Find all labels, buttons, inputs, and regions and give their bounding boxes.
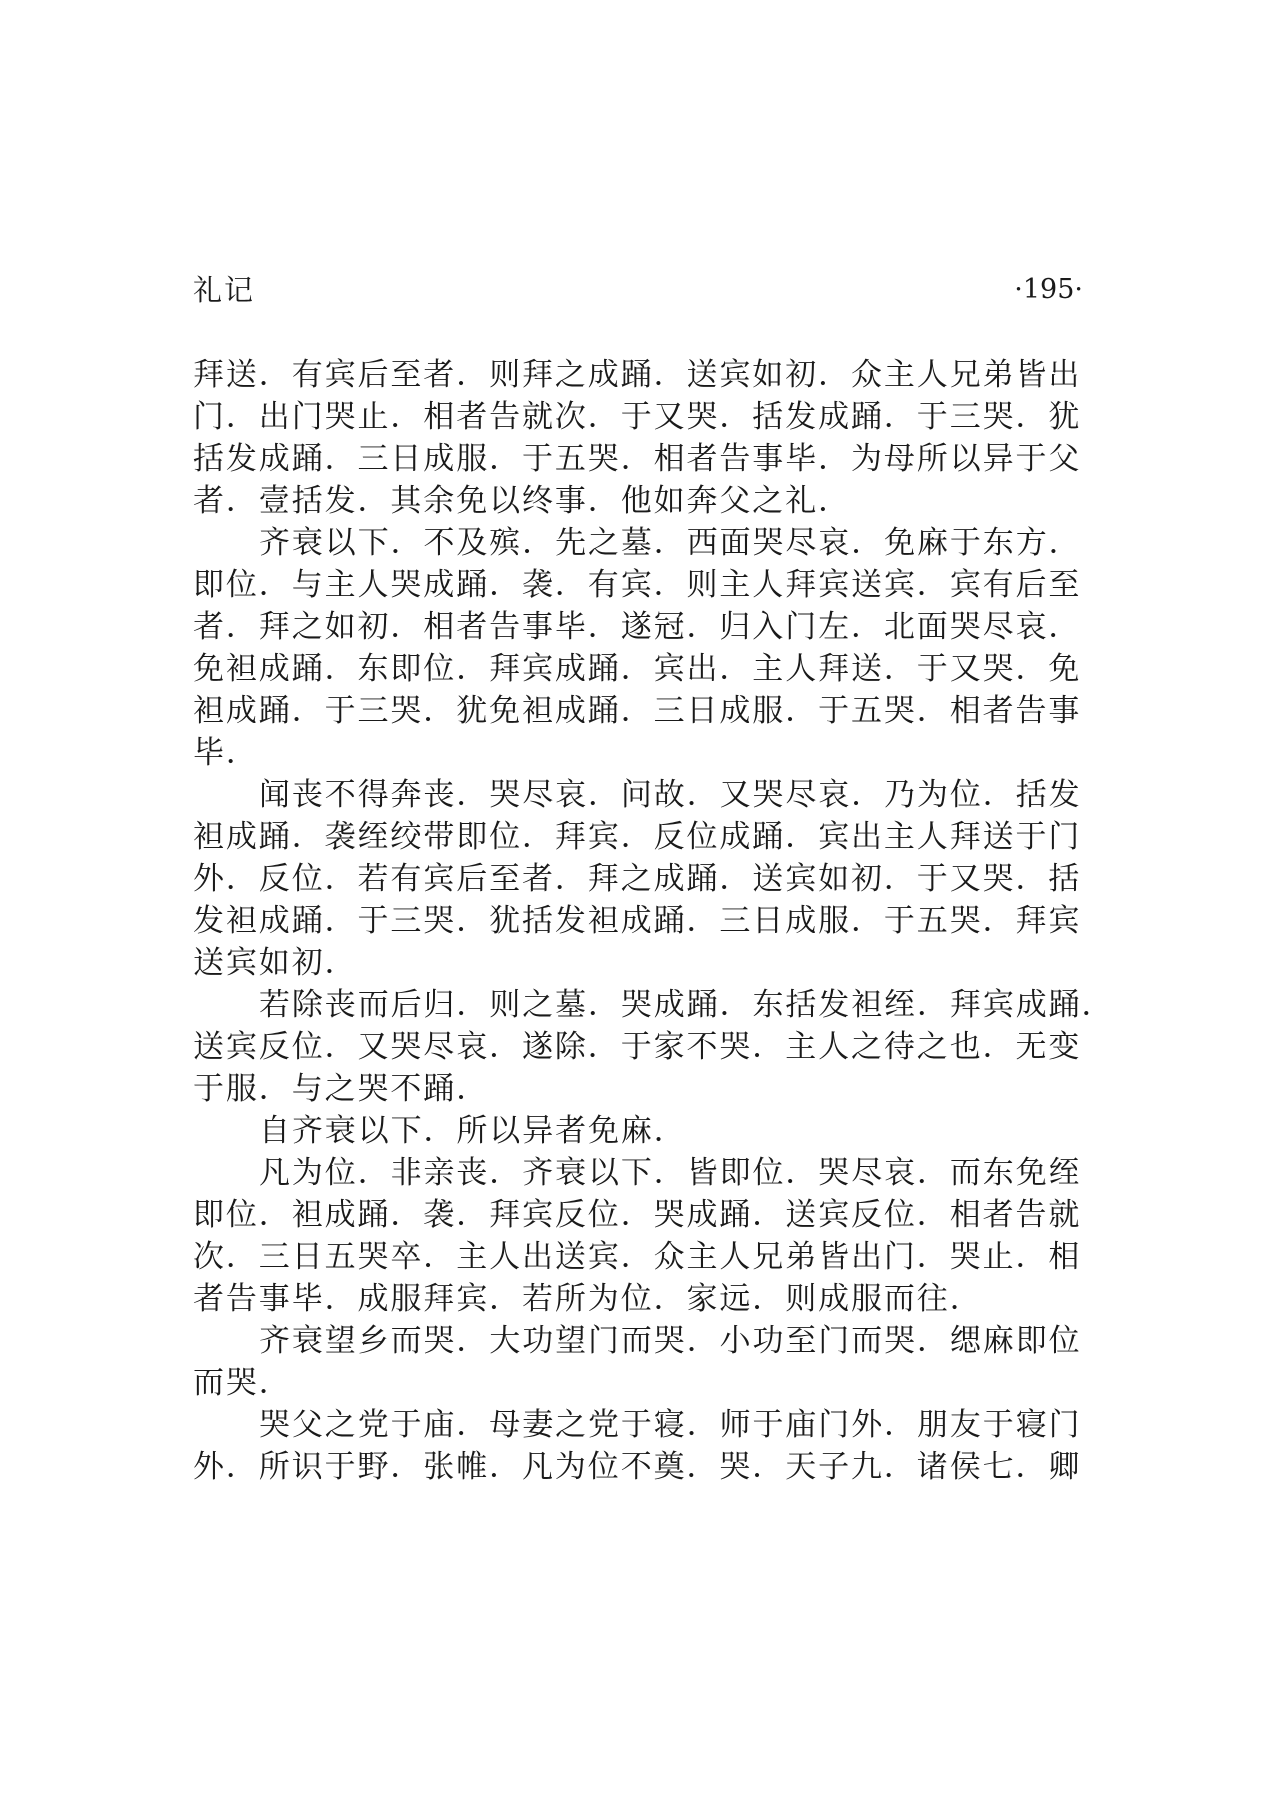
text-line: 齐衰望乡而哭．大功望门而哭．小功至门而哭．缌麻即位 <box>259 1323 1082 1359</box>
text-line: 毕． <box>193 735 259 771</box>
text-line: 凡为位．非亲丧．齐衰以下．皆即位．哭尽哀．而东免绖 <box>259 1155 1082 1191</box>
text-line: 齐衰以下．不及殡．先之墓．西面哭尽哀．免麻于东方． <box>259 525 1082 561</box>
text-line: 于服．与之哭不踊． <box>193 1071 490 1107</box>
text-line: 袒成踊．于三哭．犹免袒成踊．三日成服．于五哭．相者告事 <box>193 693 1082 729</box>
text-line: 送宾如初． <box>193 945 358 981</box>
body-text <box>193 354 1115 1488</box>
text-line: 门．出门哭止．相者告就次．于又哭．括发成踊．于三哭．犹 <box>193 399 1082 435</box>
text-line: 者．拜之如初．相者告事毕．遂冠．归入门左．北面哭尽哀． <box>193 609 1082 645</box>
text-line: 外．反位．若有宾后至者．拜之成踊．送宾如初．于又哭．括 <box>193 861 1082 897</box>
text-line: 拜送．有宾后至者．则拜之成踊．送宾如初．众主人兄弟皆出 <box>193 357 1082 393</box>
text-line: 自齐衰以下．所以异者免麻． <box>259 1113 687 1149</box>
text-line: 而哭． <box>193 1365 292 1401</box>
text-line: 即位．袒成踊．袭．拜宾反位．哭成踊．送宾反位．相者告就 <box>193 1197 1082 1233</box>
text-line: 次．三日五哭卒．主人出送宾．众主人兄弟皆出门．哭止．相 <box>193 1239 1082 1275</box>
page-header <box>193 268 1083 312</box>
page-number: ·195· <box>1014 274 1083 305</box>
text-line: 闻丧不得奔丧．哭尽哀．问故．又哭尽哀．乃为位．括发 <box>259 777 1082 813</box>
text-line: 袒成踊．袭绖绞带即位．拜宾．反位成踊．宾出主人拜送于门 <box>193 819 1082 855</box>
text-line: 者告事毕．成服拜宾．若所为位．家远．则成服而往． <box>193 1281 983 1317</box>
text-line: 免袒成踊．东即位．拜宾成踊．宾出．主人拜送．于又哭．免 <box>193 651 1082 687</box>
text-line: 者．壹括发．其余免以终事．他如奔父之礼． <box>193 483 851 519</box>
text-line: 若除丧而后归．则之墓．哭成踊．东括发袒绖．拜宾成踊． <box>259 987 1115 1023</box>
text-line: 哭父之党于庙．母妻之党于寝．师于庙门外．朋友于寝门 <box>259 1407 1082 1443</box>
text-line: 送宾反位．又哭尽哀．遂除．于家不哭．主人之待之也．无变 <box>193 1029 1082 1065</box>
text-line: 外．所识于野．张帷．凡为位不奠．哭．天子九．诸侯七．卿 <box>193 1449 1082 1485</box>
text-line: 即位．与主人哭成踊．袭．有宾．则主人拜宾送宾．宾有后至 <box>193 567 1082 603</box>
text-line: 发袒成踊．于三哭．犹括发袒成踊．三日成服．于五哭．拜宾 <box>193 903 1082 939</box>
running-title: 礼记 <box>193 273 256 307</box>
text-line: 括发成踊．三日成服．于五哭．相者告事毕．为母所以异于父 <box>193 441 1082 477</box>
